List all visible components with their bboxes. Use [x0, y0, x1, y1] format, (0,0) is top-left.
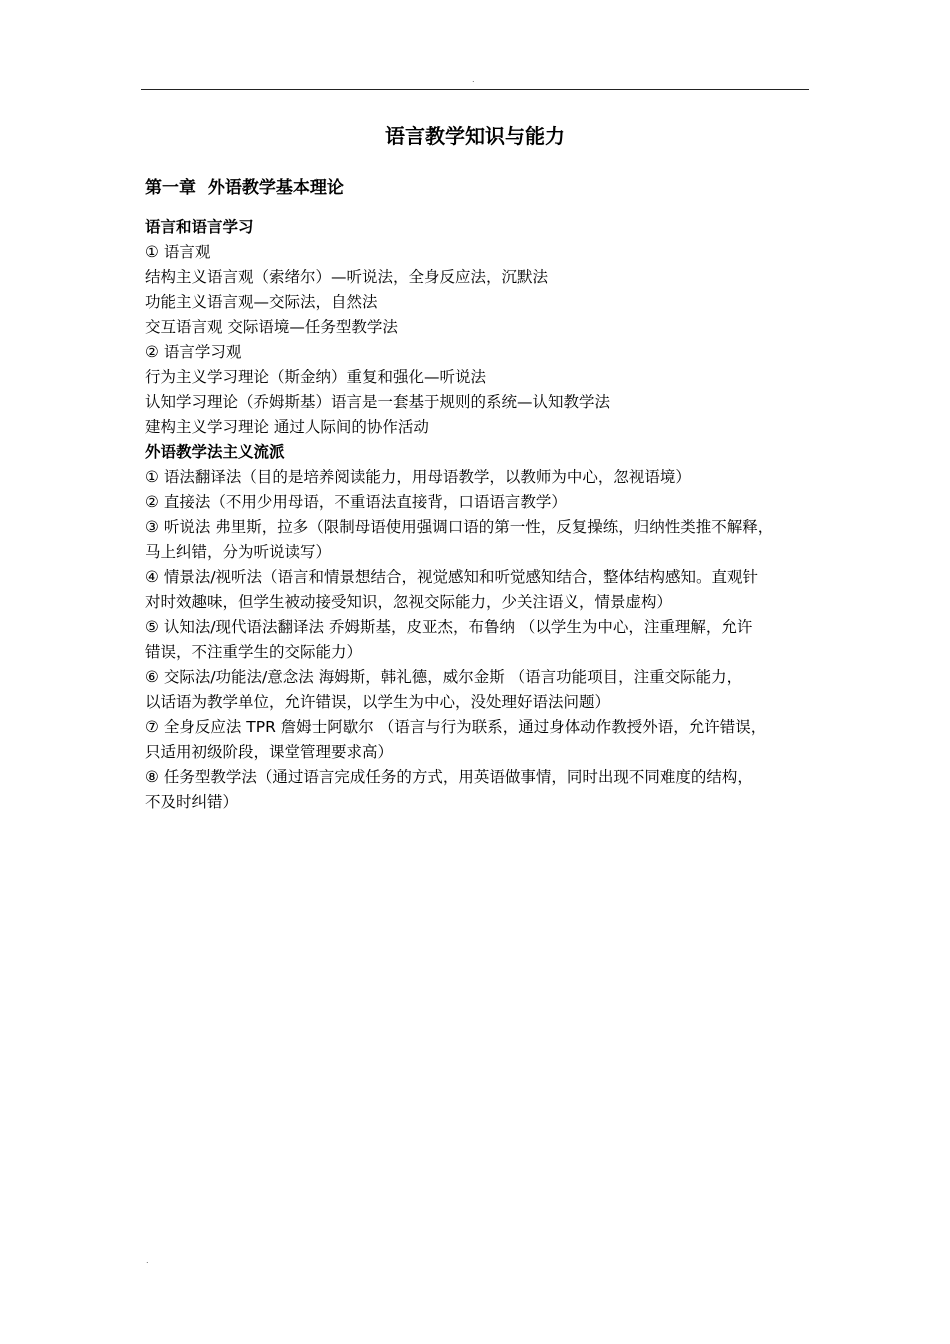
body-line: 行为主义学习理论（斯金纳）重复和强化—听说法 [145, 368, 487, 386]
method-line: 对时效趣味，但学生被动接受知识，忽视交际能力，少关注语义，情景虚构） [145, 593, 673, 611]
body-line: ① 语言观 [145, 243, 211, 261]
section-heading-teaching-methods: 外语教学法主义流派 [145, 443, 285, 461]
method-line: 马上纠错，分为听说读写） [145, 543, 332, 561]
body-line: 交互语言观 交际语境—任务型教学法 [145, 318, 398, 336]
method-line: ③ 听说法 弗里斯，拉多（限制母语使用强调口语的第一性，反复操练，归纳性类推不解释， [145, 518, 774, 536]
method-item-2 [145, 490, 809, 515]
header-rule [141, 89, 809, 90]
method-line: ⑥ 交际法/功能法/意念法 海姆斯，韩礼德，威尔金斯 （语言功能项目，注重交际能力， [145, 668, 743, 686]
method-line: ⑧ 任务型教学法（通过语言完成任务的方式，用英语做事情，同时出现不同难度的结构， [145, 768, 753, 786]
body-line: 功能主义语言观—交际法，自然法 [145, 293, 378, 311]
document-body [145, 215, 809, 815]
method-line: 只适用初级阶段，课堂管理要求高） [145, 743, 394, 761]
method-item-5 [145, 615, 809, 665]
method-item-1 [145, 465, 809, 490]
body-line: 认知学习理论（乔姆斯基）语言是一套基于规则的系统—认知教学法 [145, 393, 611, 411]
method-item-4 [145, 565, 809, 615]
body-line: 结构主义语言观（索绪尔）—听说法，全身反应法，沉默法 [145, 268, 549, 286]
method-line: 错误，不注重学生的交际能力） [145, 643, 363, 661]
method-line: ① 语法翻译法（目的是培养阅读能力，用母语教学，以教师为中心，忽视语境） [145, 468, 691, 486]
method-line: ② 直接法（不用少用母语，不重语法直接背，口语语言教学） [145, 493, 567, 511]
method-line: ④ 情景法/视听法（语言和情景想结合，视觉感知和听觉感知结合，整体结构感知。直观针 [145, 568, 759, 586]
method-line: ⑦ 全身反应法 TPR 詹姆士阿歇尔 （语言与行为联系，通过身体动作教授外语，允许错误， [145, 718, 767, 736]
footer-mark: . [146, 1256, 149, 1265]
method-item-8 [145, 765, 809, 815]
method-line: 以话语为教学单位，允许错误，以学生为中心，没处理好语法问题） [145, 693, 611, 711]
method-item-7 [145, 715, 809, 765]
method-item-3 [145, 515, 809, 565]
document-title: 语言教学知识与能力 [385, 124, 565, 148]
body-line: 建构主义学习理论 通过人际间的协作活动 [145, 418, 429, 436]
method-line: ⑤ 认知法/现代语法翻译法 乔姆斯基，皮亚杰，布鲁纳 （以学生为中心，注重理解，允许 [145, 618, 753, 636]
chapter-heading: 第一章 外语教学基本理论 [145, 178, 344, 198]
method-item-6 [145, 665, 809, 715]
section-heading-language-learning: 语言和语言学习 [145, 218, 254, 236]
body-line: ② 语言学习观 [145, 343, 242, 361]
method-line: 不及时纠错） [145, 793, 239, 811]
header-mark: . [472, 75, 475, 84]
